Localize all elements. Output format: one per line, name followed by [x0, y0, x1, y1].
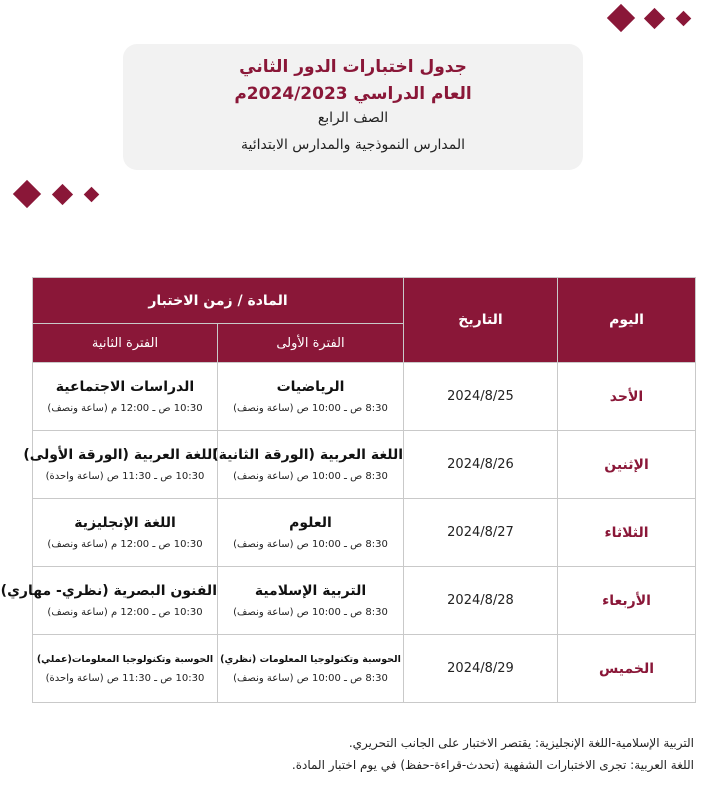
period-2-cell: [0, 567, 218, 635]
exam-time: 8:30 ص ـ 10:00 ص (ساعة ونصف): [233, 672, 388, 684]
header-box: [123, 44, 583, 170]
header-day: اليوم: [558, 278, 696, 363]
table-row: [33, 567, 696, 635]
decor-diamond-top-1: [607, 4, 635, 32]
header-period-2: الفترة الثانية: [33, 324, 218, 363]
date-cell: 2024/8/26: [404, 431, 558, 499]
period-1-cell: [218, 363, 404, 431]
footnote-2: اللغة العربية: تجرى الاختبارات الشفهية (تحدث-قراءة-حفظ) في يوم اختبار المادة.: [291, 758, 694, 772]
schools-label: المدارس النموذجية والمدارس الابتدائية: [241, 137, 465, 153]
day-cell: الخميس: [558, 635, 696, 703]
decor-diamond-top-3: [676, 11, 692, 27]
period-2-cell: [33, 635, 218, 703]
subject-name: الفنون البصرية (نظري- مهاري): [0, 583, 217, 599]
day-cell: الثلاثاء: [558, 499, 696, 567]
exam-time: 8:30 ص ـ 10:00 ص (ساعة ونصف): [233, 403, 388, 414]
decor-diamond-top-2: [644, 8, 665, 29]
grade-label: الصف الرابع: [317, 110, 389, 126]
period-2-cell: [23, 431, 218, 499]
subject-name: الحوسبة وتكنولوجيا المعلومات (نظري): [220, 653, 401, 665]
page-title: جدول اختبارات الدور الثاني: [239, 57, 467, 77]
footnotes: [292, 736, 694, 780]
day-cell: الأربعاء: [558, 567, 696, 635]
subject-name: العلوم: [289, 515, 332, 531]
period-2-cell: [33, 499, 218, 567]
day-cell: الإثنين: [558, 431, 696, 499]
subject-name: اللغة العربية (الورقة الثانية): [212, 447, 403, 463]
period-1-cell: [218, 499, 404, 567]
table-row: [33, 431, 696, 499]
table-row: [33, 363, 696, 431]
exam-time: 10:30 ص ـ 11:30 ص (ساعة واحدة): [45, 672, 205, 684]
date-cell: 2024/8/27: [404, 499, 558, 567]
decor-diamond-left-1: [13, 180, 41, 208]
exam-time: 8:30 ص ـ 10:00 ص (ساعة ونصف): [233, 471, 388, 482]
table-row: [33, 635, 696, 703]
decor-diamond-left-3: [84, 187, 100, 203]
footnote-1: التربية الإسلامية-اللغة الإنجليزية: يقتصر الاختبار على الجانب التحريري.: [348, 736, 694, 750]
subject-name: الدراسات الاجتماعية: [55, 379, 195, 395]
subject-name: الحوسبة وتكنولوجيا المعلومات(عملي): [36, 653, 214, 665]
exam-time: 10:30 ص ـ 12:00 م (ساعة ونصف): [47, 403, 203, 414]
period-1-cell: [218, 635, 404, 703]
subject-name: الرياضيات: [276, 379, 345, 395]
period-1-cell: [218, 567, 404, 635]
period-2-cell: [33, 363, 218, 431]
exam-time: 10:30 ص ـ 12:00 م (ساعة ونصف): [47, 607, 203, 618]
exam-schedule-table: [0, 277, 696, 703]
exam-time: 8:30 ص ـ 10:00 ص (ساعة ونصف): [233, 607, 388, 618]
decor-diamond-left-2: [52, 184, 73, 205]
header-subject-time: المادة / زمن الاختبار: [33, 278, 404, 324]
subject-name: اللغة الإنجليزية: [74, 515, 176, 531]
date-cell: 2024/8/28: [404, 567, 558, 635]
header-date: التاريخ: [404, 278, 558, 363]
exam-time: 8:30 ص ـ 10:00 ص (ساعة ونصف): [233, 539, 388, 550]
exam-time: 10:30 ص ـ 12:00 م (ساعة ونصف): [47, 539, 203, 550]
date-cell: 2024/8/25: [404, 363, 558, 431]
day-cell: الأحد: [558, 363, 696, 431]
date-cell: 2024/8/29: [404, 635, 558, 703]
academic-year: العام الدراسي 2024/2023م: [234, 84, 472, 104]
header-period-1: الفترة الأولى: [218, 324, 404, 363]
exam-time: 10:30 ص ـ 11:30 ص (ساعة واحدة): [45, 471, 205, 482]
subject-name: اللغة العربية (الورقة الأولى): [23, 447, 217, 463]
subject-name: التربية الإسلامية: [254, 583, 367, 599]
table-row: [33, 499, 696, 567]
period-1-cell: [212, 431, 404, 499]
